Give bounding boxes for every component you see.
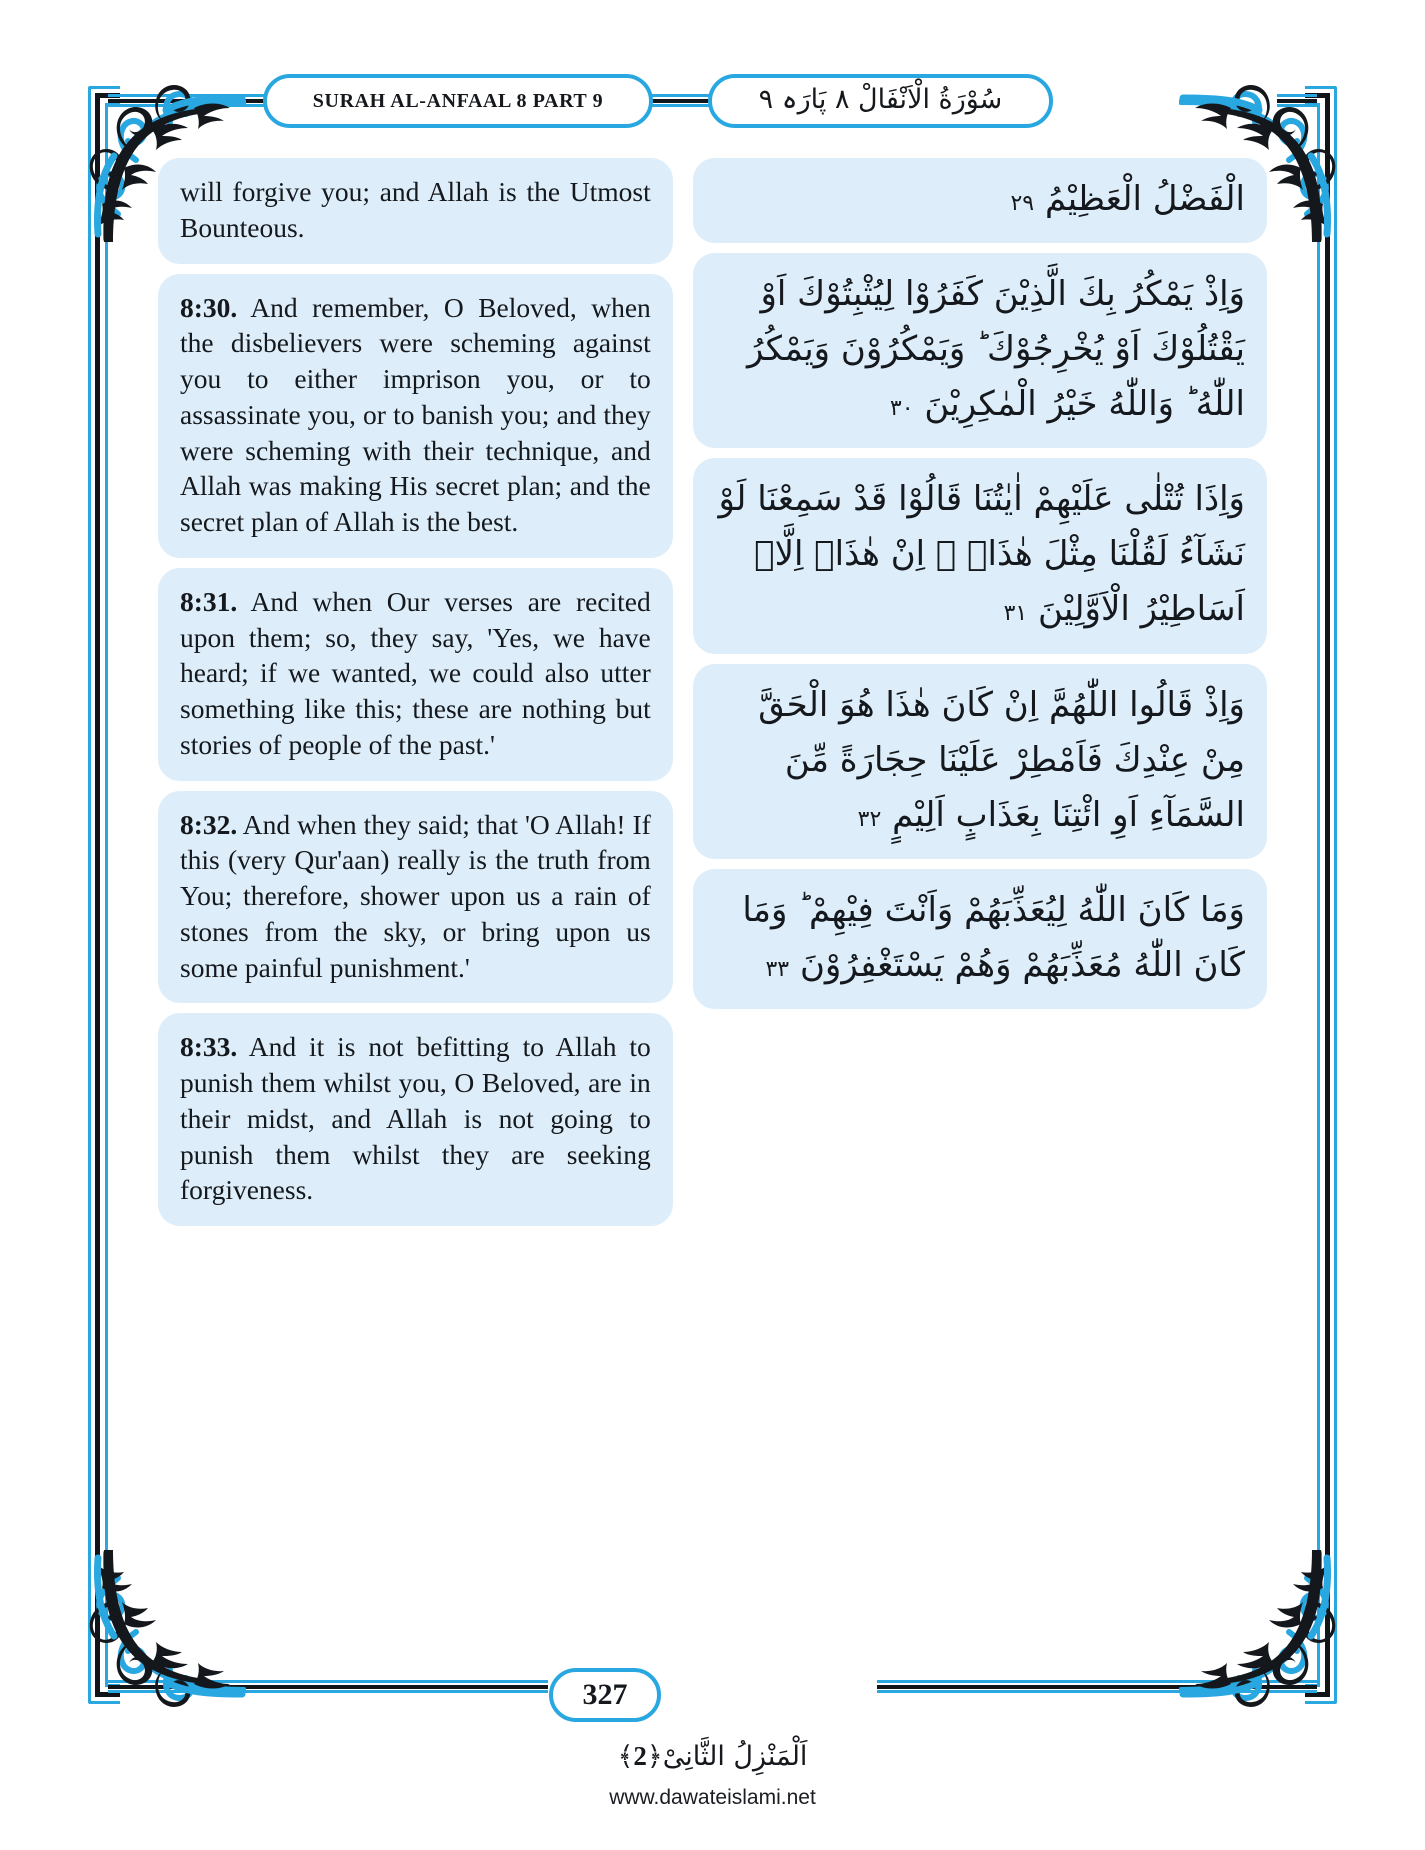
- manzil-bracket-open: ﴿: [646, 1741, 663, 1772]
- aya-marker: ۳۱: [1003, 601, 1028, 627]
- translation-block: [158, 791, 673, 1004]
- aya-marker: ۳۲: [857, 806, 882, 832]
- header-rule-middle: [650, 94, 712, 107]
- aya-marker: ۳۰: [889, 396, 914, 422]
- quran-verse-block: [693, 869, 1267, 1009]
- quran-arabic-text: الْفَضْلُ الْعَظِيْمُ: [1044, 179, 1245, 219]
- page-number: 327: [582, 1678, 628, 1711]
- quran-column-arabic: [683, 118, 1307, 1672]
- verse-number-label: 8:30.: [180, 291, 238, 323]
- website-url: www.dawateislami.net: [609, 1786, 816, 1809]
- translation-text: And it is not befitting to Allah to punish them whilst you, O Beloved, are in their midst, and Allah is not going to punish them whilst they are seeking forgiveness.: [180, 1031, 651, 1206]
- quran-verse-block: [693, 253, 1267, 448]
- aya-marker: ۲۹: [1010, 191, 1035, 216]
- manzil-arabic-text: اَلْمَنْزِلُ الثَّانِیْ: [662, 1741, 808, 1772]
- quran-arabic-text: وَاِذْ قَالُوا اللّٰهُمَّ اِنْ كَانَ هٰذَا هُوَ الْحَقَّ مِنْ عِنْدِكَ فَاَمْطِرْ عَلَيْنَا حِجَارَةً مِّنَ السَّمَآءِ اَوِ ائْتِنَا بِعَذَابٍ اَلِيْمٍ: [758, 684, 1245, 835]
- translation-column-english: [118, 118, 683, 1672]
- verse-number-label: 8:32.: [180, 808, 238, 840]
- translation-block: [158, 158, 673, 264]
- quran-verse-block: [693, 158, 1267, 243]
- quran-arabic-text: وَاِذْ يَمْكُرُ بِكَ الَّذِيْنَ كَفَرُوْا لِيُثْبِتُوْكَ اَوْ يَقْتُلُوْكَ اَوْ يُخْرِجُوْكَ ؕ وَيَمْكُرُوْنَ وَيَمْكُرُ اللّٰهُ ؕ وَاللّٰهُ خَيْرُ الْمٰكِرِيْنَ: [747, 274, 1245, 425]
- page-content: [118, 118, 1307, 1672]
- translation-block: [158, 568, 673, 781]
- translation-text: will forgive you; and Allah is the Utmost Bounteous.: [180, 176, 651, 243]
- surah-title-english: SURAH AL-ANFAAL 8 PART 9: [312, 89, 604, 112]
- translation-text: And when they said; that 'O Allah! If this (very Qur'aan) really is the truth from You; therefore, shower upon us a rain of stones from the sky, or bring upon us some painful punishment.': [180, 808, 651, 983]
- manzil-number: 2: [633, 1741, 647, 1771]
- quran-verse-block: [693, 458, 1267, 653]
- manzil-bracket-close: ﴾: [617, 1741, 634, 1772]
- verse-number-label: 8:31.: [180, 585, 238, 617]
- manzil-label: [0, 1741, 1425, 1772]
- translation-text: And when Our verses are recited upon them; so, they say, 'Yes, we have heard; if we wanted, we could also utter something like this; these are nothing but stories of people of the past.': [180, 585, 651, 760]
- page-number-badge: [549, 1668, 661, 1722]
- verse-number-label: 8:33.: [180, 1031, 238, 1063]
- translation-block: [158, 274, 673, 558]
- quran-verse-block: [693, 664, 1267, 859]
- translation-block: [158, 1013, 673, 1226]
- aya-marker: ۳۳: [765, 956, 790, 982]
- surah-title-arabic: سُوْرَةُ الْاَنْفَالْ ٨ پَارَہ ٩: [758, 83, 1003, 115]
- translation-text: And remember, O Beloved, when the disbelievers were scheming against you to either imprison you, or to assassinate you, or to banish you; and they were scheming with their technique, and Allah was making His secret plan; and the secret plan of Allah is the best.: [180, 291, 651, 537]
- quran-arabic-text: وَاِذَا تُتْلٰى عَلَيْهِمْ اٰيٰتُنَا قَالُوْا قَدْ سَمِعْنَا لَوْ نَشَآءُ لَقُلْنَا مِثْلَ هٰذَاۤ ۙ اِنْ هٰذَاۤ اِلَّاۤ اَسَاطِيْرُ الْاَوَّلِيْنَ: [718, 479, 1245, 630]
- quran-arabic-text: وَمَا كَانَ اللّٰهُ لِيُعَذِّبَهُمْ وَاَنْتَ فِيْهِمْ ؕ وَمَا كَانَ اللّٰهُ مُعَذِّبَهُمْ وَهُمْ يَسْتَغْفِرُوْنَ: [742, 889, 1245, 985]
